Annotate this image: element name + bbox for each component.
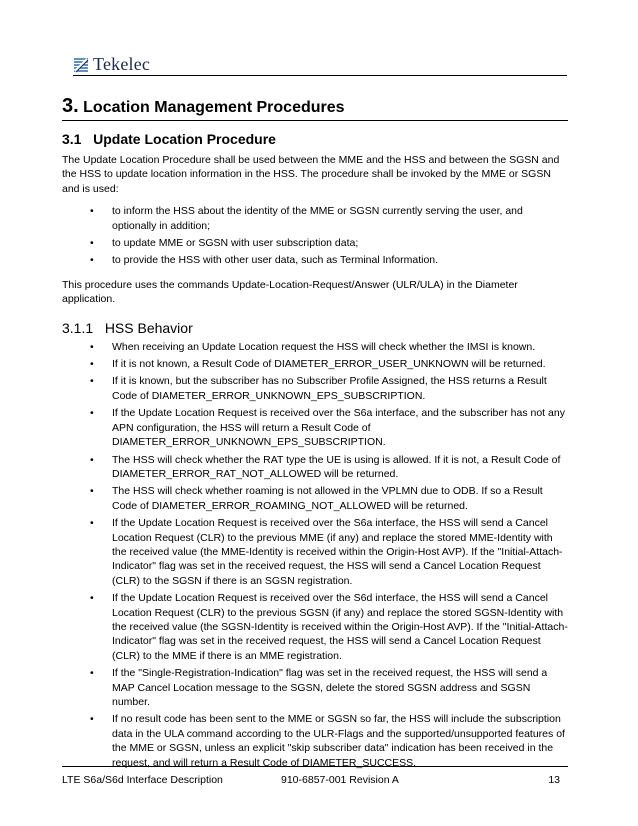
brand-name: Tekelec: [93, 54, 151, 74]
page-header: [73, 52, 567, 78]
list-item-text: The HSS will check whether roaming is not allowed in the VPLMN due to ODB. If so a Result Code of DIAMETER_ERROR_ROAMING_NOT_ALLOWED will be returned.: [112, 485, 543, 512]
section-rule: [62, 120, 568, 121]
subsection-heading: [62, 130, 568, 148]
list-item-text: When receiving an Update Location request the HSS will check whether the IMSI is known.: [112, 340, 536, 353]
list-item: [62, 453, 568, 482]
list-item: [62, 253, 568, 267]
footer-page-number: 13: [548, 774, 560, 786]
bullet-icon: •: [90, 485, 94, 498]
brand-logo: [73, 54, 150, 75]
uses-list: [62, 204, 568, 268]
list-item: [62, 591, 568, 663]
bullet-icon: •: [90, 453, 94, 466]
page-content: [62, 96, 568, 773]
list-item: [62, 357, 568, 371]
list-item: [62, 666, 568, 709]
list-item: [62, 516, 568, 588]
list-item-text: If the Update Location Request is received over the S6a interface, the HSS will send a Cancel Location Request (CLR) to the previous MME (if any) and replace the stored MME-Identity with the received value (the MME-Identity is received within the Origin-Host AVP). If the "Initial-Attach-Indicator" flag was set in the received request, the HSS will send a Cancel Location Request (CLR) to the SGSN if there is an SGSN registration.: [112, 517, 563, 587]
bullet-icon: •: [90, 358, 94, 371]
bullet-icon: •: [90, 713, 94, 726]
list-item-text: If the Update Location Request is received over the S6d interface, the HSS will send a Cancel Location Request (CLR) to the previous SGSN (if any) and replace the stored SGSN-Identity with the received value (the SGSN-Identity is received within the Origin-Host AVP). If the "Initial-Attach-Indicator" flag was set in the received request, the HSS will send a Cancel Location Request (CLR) to the MME if there is an MME registration.: [112, 592, 568, 662]
section-number: 3.: [62, 95, 79, 117]
list-item-text: If no result code has been sent to the MME or SGSN so far, the HSS will include the subscription data in the ULA command according to the ULR-Flags and the supported/unsupported features of the MME or SGSN, unless an explicit "skip subscriber data" indication has been received in the request, and will return a Result Code of DIAMETER_SUCCESS.: [112, 713, 565, 769]
list-item: [62, 406, 568, 449]
hss-behavior-list: [62, 340, 568, 770]
footer-row: [62, 772, 568, 788]
subsubsection-heading: [62, 319, 568, 337]
bullet-icon: •: [90, 205, 94, 218]
footer-rule: [62, 766, 568, 767]
list-item: [62, 484, 568, 513]
bullet-icon: •: [90, 517, 94, 530]
commands-paragraph: This procedure uses the commands Update-Location-Request/Answer (ULR/ULA) in the Diameter application.: [62, 278, 518, 306]
bullet-icon: •: [90, 592, 94, 605]
list-item-text: If the Update Location Request is received over the S6a interface, and the subscriber has not any APN configuration, the HSS will return a Result Code of DIAMETER_ERROR_UNKNOWN_EPS_SUBSCRIPTION.: [112, 407, 565, 449]
subsubsection-number: 3.1.1: [62, 319, 94, 336]
list-item-text: If the "Single-Registration-Indication" flag was set in the received request, the HSS will send a MAP Cancel Location message to the SGSN, delete the stored SGSN address and SGSN number.: [112, 667, 548, 708]
list-item-text: to provide the HSS with other user data, such as Terminal Information.: [112, 254, 439, 267]
tekelec-logo-icon: [73, 57, 89, 73]
list-item: [62, 712, 568, 770]
list-item: [62, 374, 568, 403]
list-item-text: to inform the HSS about the identity of the MME or SGSN currently serving the user, and optionally in addition;: [112, 205, 523, 232]
list-item: [62, 236, 568, 250]
subsubsection-title: HSS Behavior: [104, 319, 193, 336]
list-item-text: to update MME or SGSN with user subscription data;: [112, 237, 359, 250]
intro-paragraph: The Update Location Procedure shall be used between the MME and the HSS and between the SGSN and the HSS to update location information in the HSS. The procedure shall be invoked by the MME or SGSN and is used:: [62, 154, 560, 195]
page-footer: [62, 766, 568, 788]
bullet-icon: •: [90, 407, 94, 420]
subsection-title: Update Location Procedure: [93, 131, 276, 147]
bullet-icon: •: [90, 375, 94, 388]
bullet-icon: •: [90, 254, 94, 267]
footer-doc-number: 910-6857-001 Revision A: [281, 774, 399, 786]
section-title: Location Management Procedures: [83, 99, 345, 116]
header-rule: [73, 75, 567, 76]
bullet-icon: •: [90, 237, 94, 250]
footer-doc-title: LTE S6a/S6d Interface Description: [62, 774, 223, 786]
bullet-icon: •: [90, 340, 94, 353]
bullet-icon: •: [90, 667, 94, 680]
list-item-text: If it is known, but the subscriber has no Subscriber Profile Assigned, the HSS returns a Result Code of DIAMETER_ERROR_UNKNOWN_EPS_SUBSCRIPTION.: [112, 375, 547, 402]
list-item-text: If it is not known, a Result Code of DIAMETER_ERROR_USER_UNKNOWN will be returned.: [112, 358, 546, 371]
section-heading: [62, 96, 568, 118]
subsection-number: 3.1: [62, 131, 82, 147]
list-item: [62, 340, 568, 354]
list-item: [62, 204, 568, 233]
list-item-text: The HSS will check whether the RAT type the UE is using is allowed. If it is not, a Result Code of DIAMETER_ERROR_RAT_NOT_ALLOWED will be returned.: [112, 453, 561, 480]
